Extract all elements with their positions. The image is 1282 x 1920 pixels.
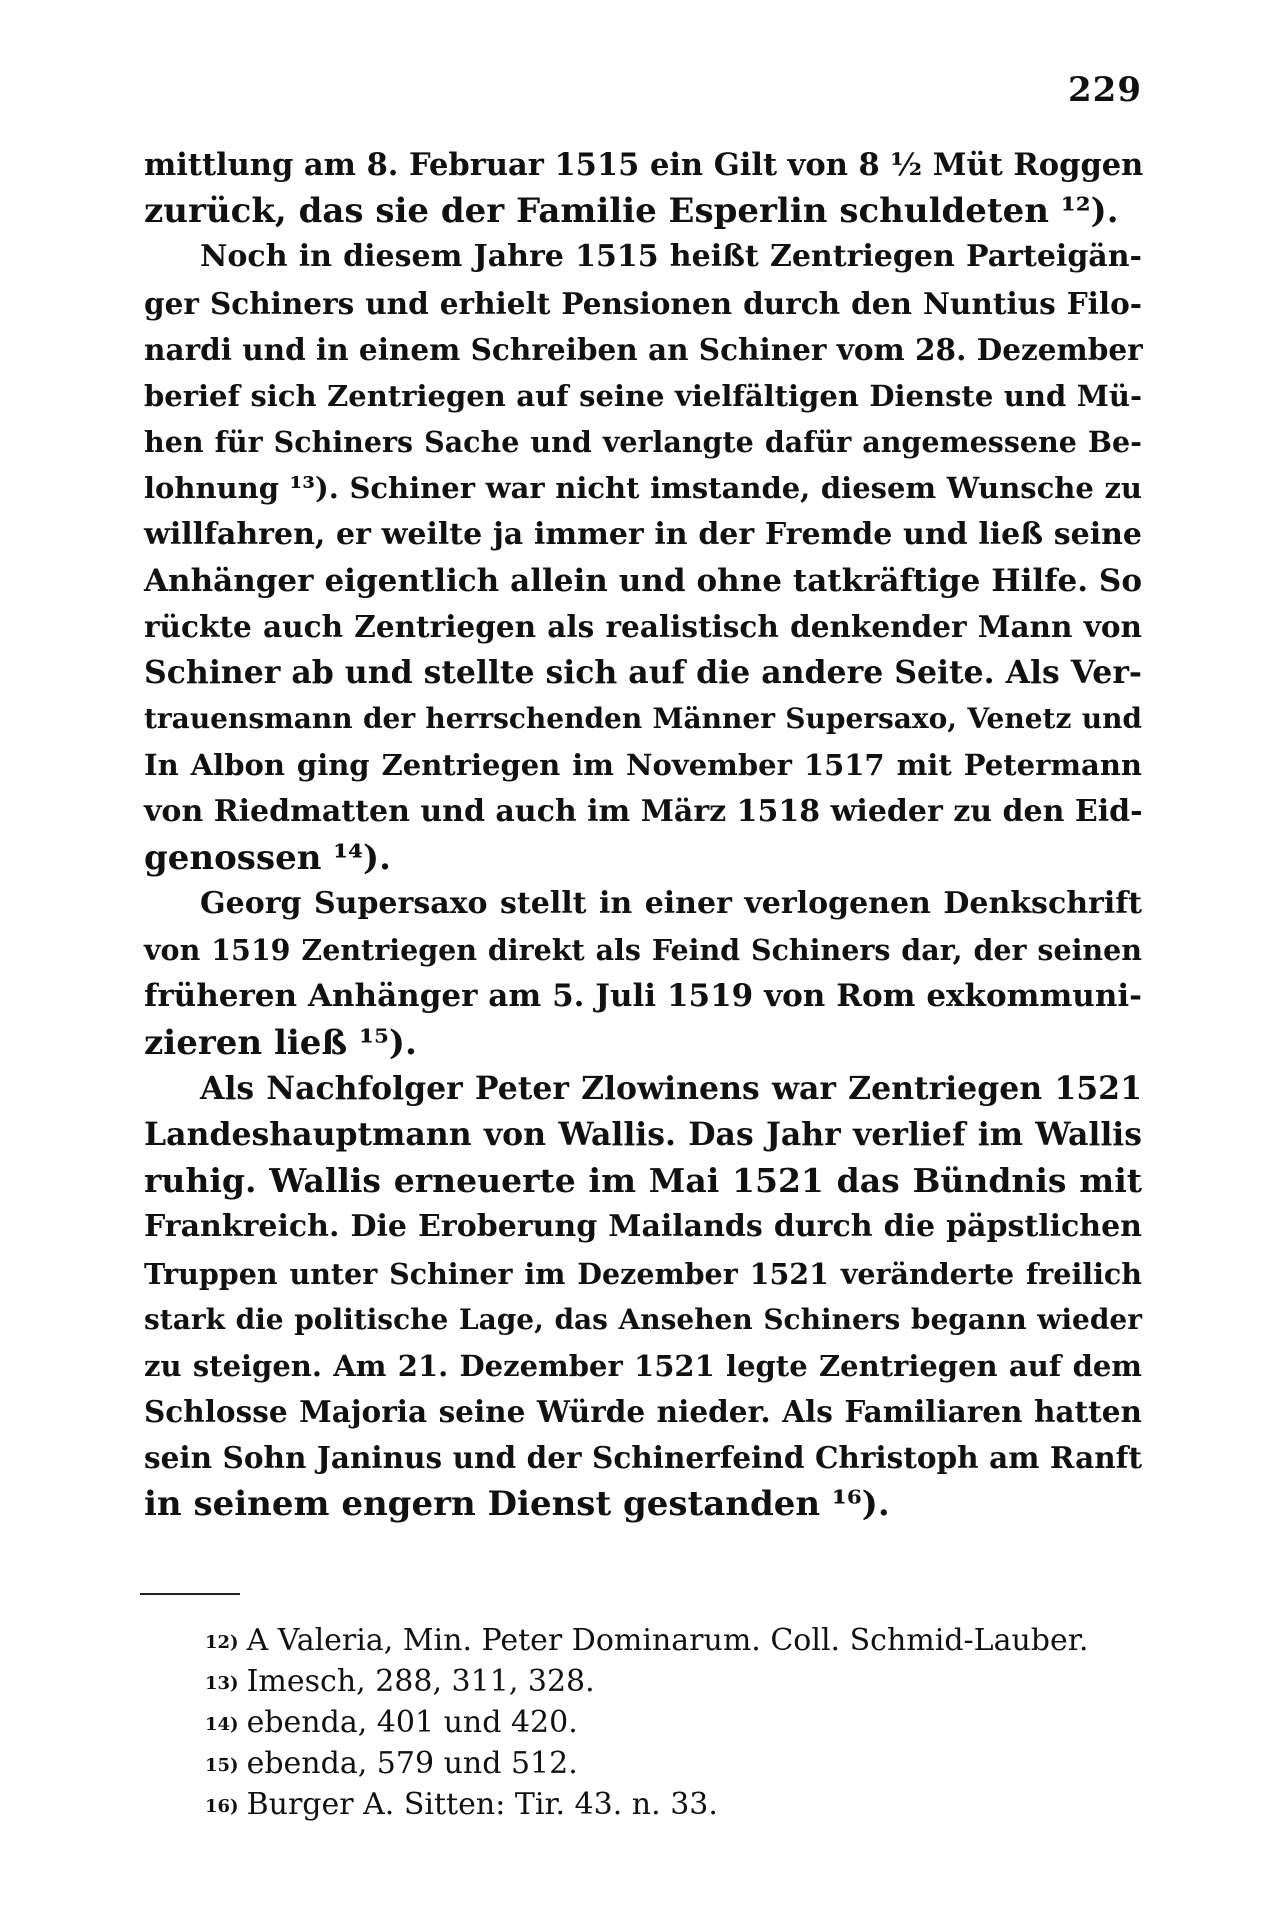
text-line: zurück, das sie der Familie Esperlin schuldeten ¹²). (144, 191, 1119, 232)
footnote-number: 14) (205, 1714, 239, 1735)
text-line: Truppen unter Schiner im Dezember 1521 veränderte freilich (144, 1256, 1142, 1291)
footnote-number: 12) (205, 1632, 239, 1653)
text-line: in seinem engern Dienst gestanden ¹⁶). (144, 1484, 890, 1525)
text-line: zieren ließ ¹⁵). (144, 1022, 417, 1063)
footnote-number: 16) (205, 1796, 239, 1817)
text-line: hen für Schiners Sache und verlangte dafür angemessene Be- (144, 425, 1142, 460)
footnotes (205, 1620, 1145, 1825)
text-line: Frankreich. Die Eroberung Mailands durch die päpstlichen (144, 1209, 1142, 1245)
text-line: sein Sohn Janinus und der Schinerfeind Christoph am Ranft (144, 1440, 1142, 1476)
footnote-text: Burger A. Sitten: Tir. 43. n. 33. (246, 1787, 718, 1822)
text-line: mittlung am 8. Februar 1515 ein Gilt von 8 ½ Müt Roggen (144, 147, 1144, 183)
text-line: Georg Supersaxo stellt in einer verlogenen Denkschrift (200, 886, 1142, 921)
footnote-text: ebenda, 579 und 512. (246, 1746, 578, 1781)
footnote-number: 15) (205, 1755, 239, 1776)
text-line: Schiner ab und stellte sich auf die andere Seite. Als Ver- (144, 654, 1142, 692)
footnote-divider (140, 1593, 240, 1595)
footnote-text: Imesch, 288, 311, 328. (246, 1664, 595, 1699)
text-line: berief sich Zentriegen auf seine vielfältigen Dienste und Mü- (144, 378, 1142, 413)
text-line: von 1519 Zentriegen direkt als Feind Schiners dar, der seinen (144, 933, 1142, 968)
text-line: In Albon ging Zentriegen im November 1517 mit Petermann (144, 748, 1142, 783)
text-line: nardi und in einem Schreiben an Schiner vom 28. Dezember (144, 331, 1143, 367)
text-line: Als Nachfolger Peter Zlowinens war Zentriegen 1521 (200, 1069, 1142, 1107)
text-line: zu steigen. Am 21. Dezember 1521 legte Zentriegen auf dem (144, 1348, 1142, 1383)
footnote (205, 1702, 1145, 1743)
text-line: Noch in diesem Jahre 1515 heißt Zentriegen Parteigän- (200, 239, 1142, 275)
main-text (144, 142, 1142, 1528)
footnote (205, 1743, 1145, 1784)
text-line: von Riedmatten und auch im März 1518 wieder zu den Eid- (144, 793, 1143, 829)
text-line: lohnung ¹³). Schiner war nicht imstande, diesem Wunsche zu (144, 471, 1142, 506)
text-line: Landeshauptmann von Wallis. Das Jahr verlief im Wallis (144, 1115, 1142, 1153)
footnote-number: 13) (205, 1673, 239, 1694)
text-line: ruhig. Wallis erneuerte im Mai 1521 das Bündnis mit (144, 1161, 1142, 1201)
text-line: trauensmann der herrschenden Männer Supersaxo, Venetz und (144, 702, 1142, 736)
footnote-text: ebenda, 401 und 420. (246, 1705, 578, 1740)
footnote (205, 1661, 1145, 1702)
text-line: Anhänger eigentlich allein und ohne tatkräftige Hilfe. So (144, 562, 1142, 599)
text-line: genossen ¹⁴). (144, 837, 391, 878)
text-line: rückte auch Zentriegen als realistisch denkender Mann von (144, 608, 1142, 644)
footnote (205, 1784, 1145, 1825)
page-number: 229 (1068, 70, 1142, 110)
text-line: früheren Anhänger am 5. Juli 1519 von Rom exkommuni- (144, 978, 1142, 1015)
text-line: willfahren, er weilte ja immer in der Fremde und ließ seine (144, 516, 1142, 552)
text-line: Schlosse Majoria seine Würde nieder. Als Familiaren hatten (144, 1394, 1142, 1430)
footnote (205, 1620, 1145, 1661)
footnote-text: A Valeria, Min. Peter Dominarum. Coll. Schmid-Lauber. (246, 1623, 1089, 1658)
text-line: stark die politische Lage, das Ansehen Schiners begann wieder (144, 1302, 1142, 1336)
text-line: ger Schiners und erhielt Pensionen durch den Nuntius Filo- (144, 285, 1142, 321)
